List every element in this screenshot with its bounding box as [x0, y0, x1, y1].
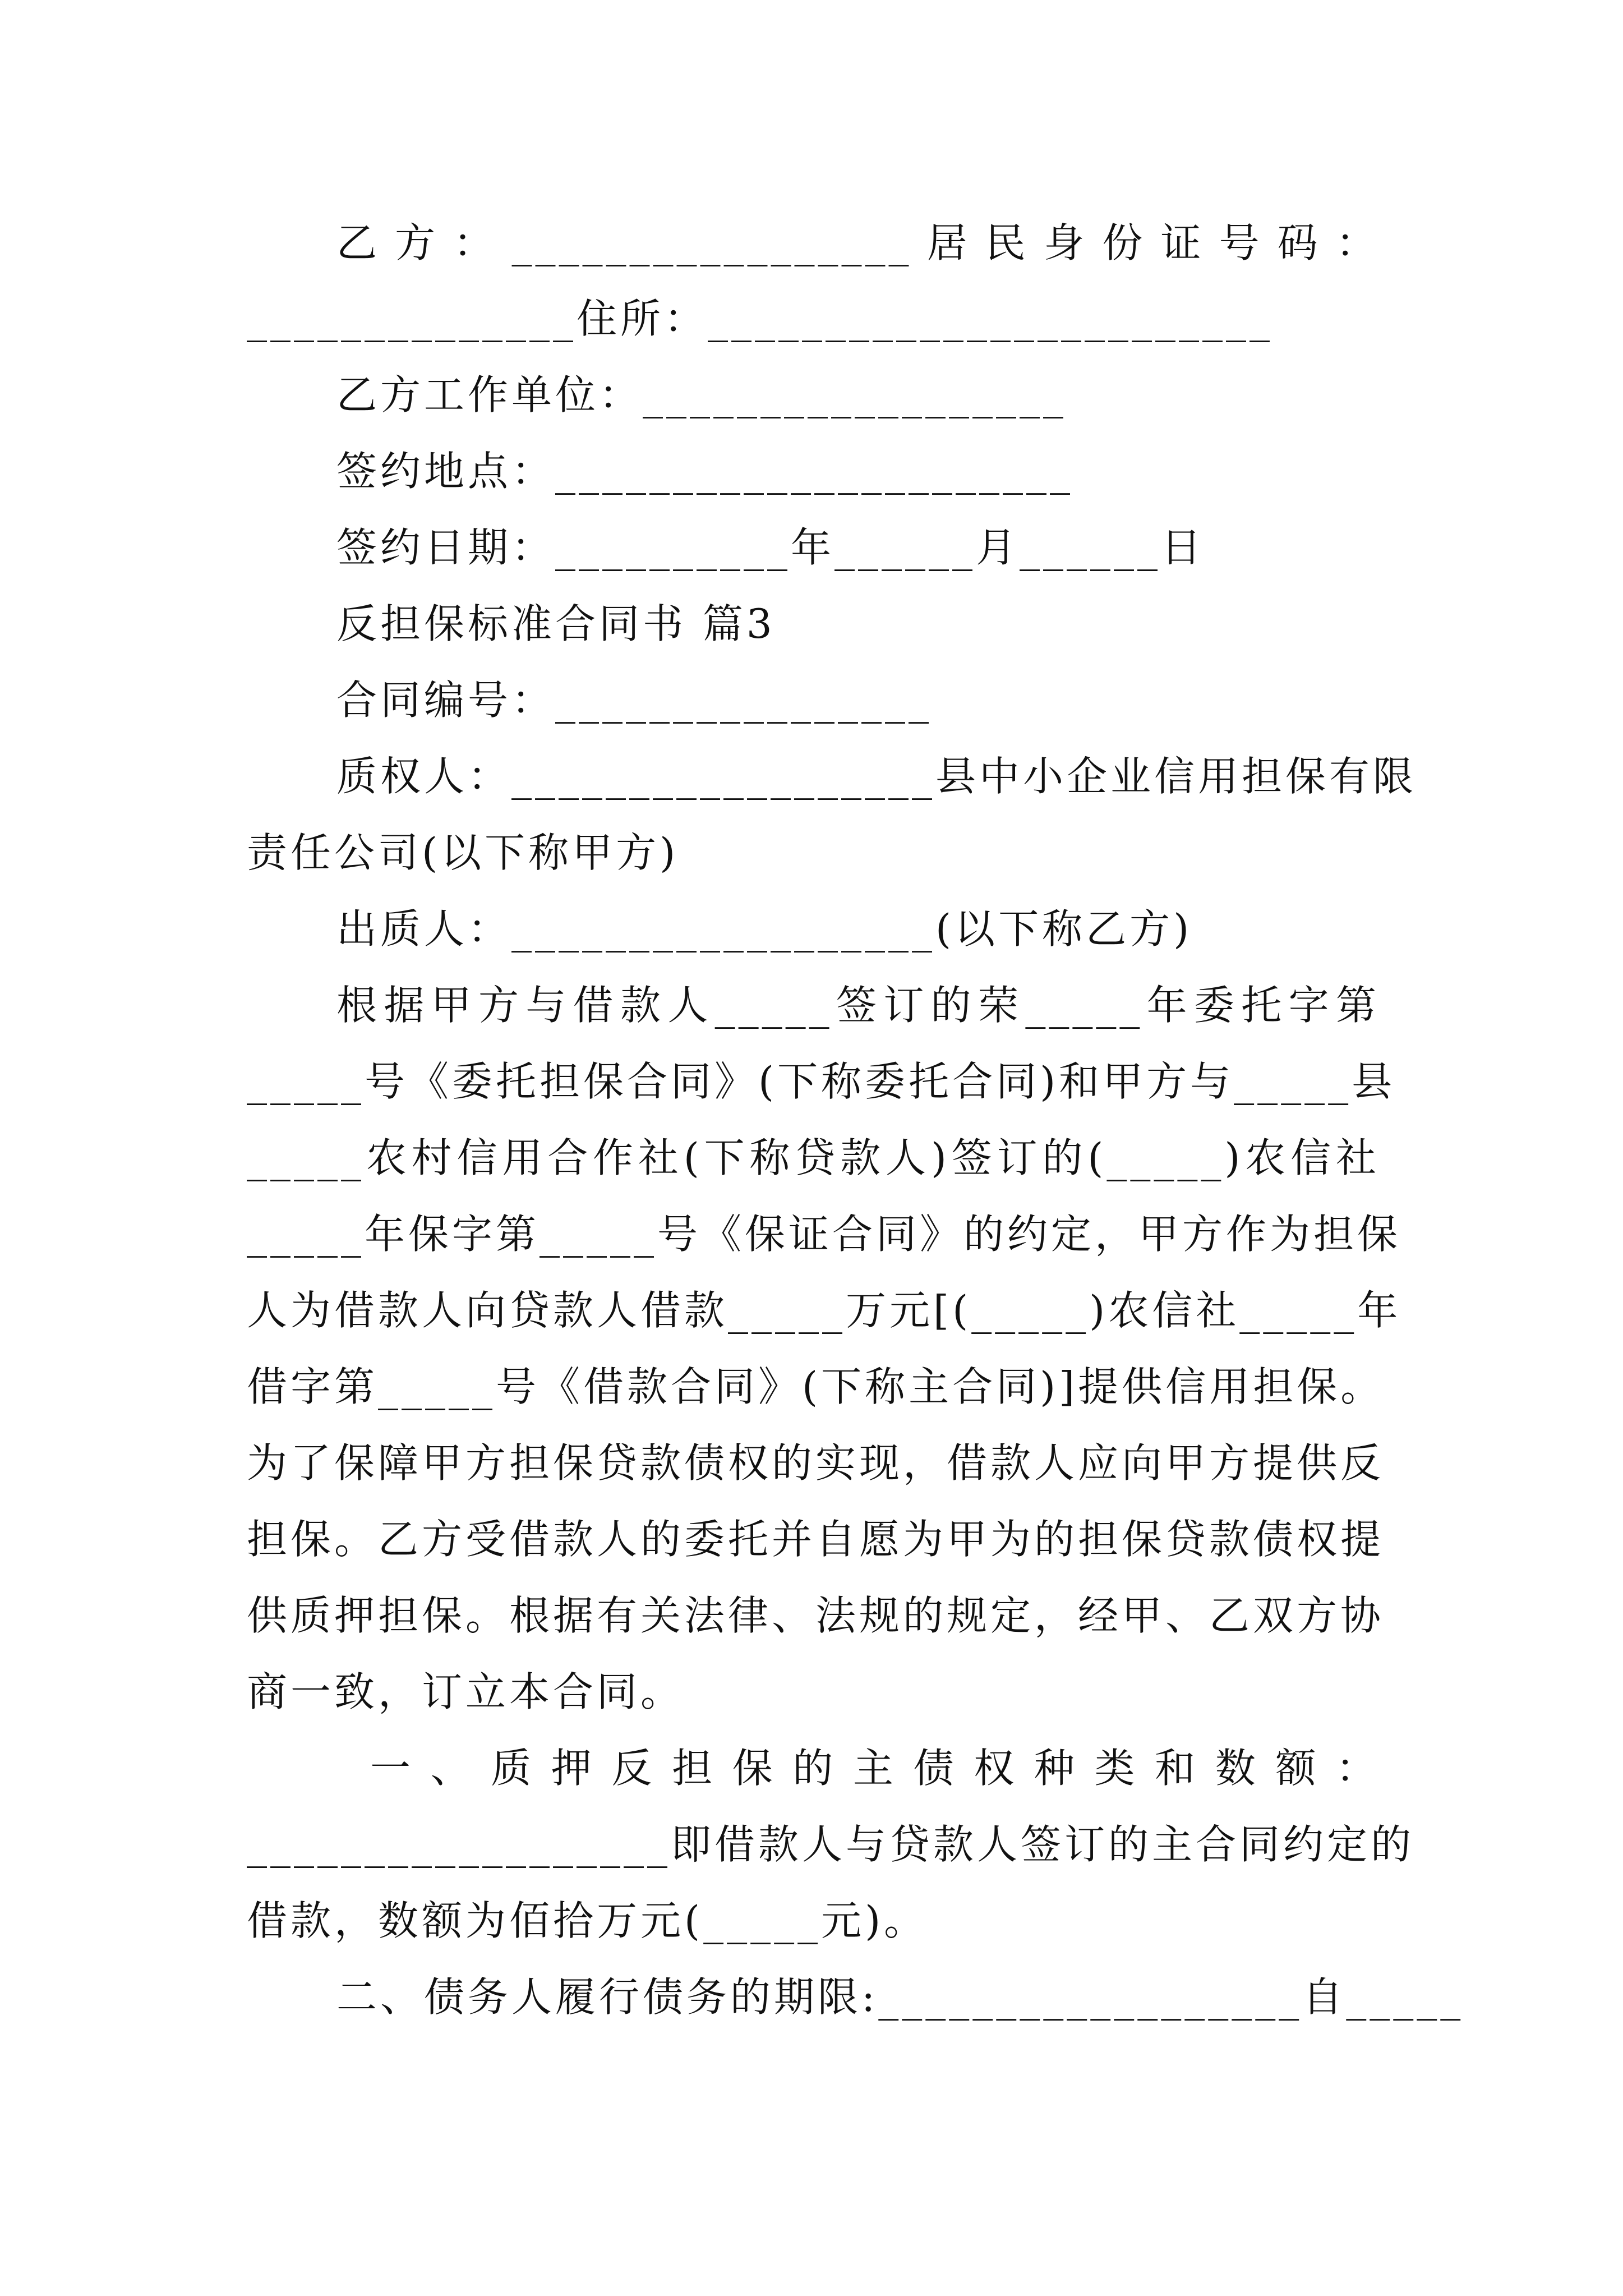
text-line-address: ______________住所：________________________ [247, 295, 1274, 342]
paragraph-line: _____农村信用合作社(下称贷款人)签订的(_____)农信社 [247, 1134, 1380, 1181]
paragraph-line: 根据甲方与借款人_____签订的荣_____年委托字第 [336, 982, 1380, 1029]
paragraph-line: 供质押担保。根据有关法律、法规的规定，经甲、乙双方协 [247, 1592, 1385, 1639]
text-line-pledgor: 出质人：__________________(以下称乙方) [336, 905, 1193, 953]
paragraph-line: 人为借款人向贷款人借款_____万元[(_____)农信社_____年 [247, 1287, 1401, 1334]
clause-heading-1: 一、质押反担保的主债权种类和数额： [370, 1745, 1380, 1792]
clause-heading-2: 二、债务人履行债务的期限:__________________自_____ [336, 1973, 1464, 2021]
paragraph-line: __________________即借款人与贷款人签订的主合同约定的 [247, 1821, 1415, 1868]
paragraph-line: _____号《委托担保合同》(下称委托合同)和甲方与_____县 [247, 1058, 1396, 1105]
text-line-sign-date: 签约日期：__________年______月______日 [336, 524, 1205, 571]
paragraph-line: 借款，数额为佰拾万元(_____元)。 [247, 1897, 928, 1944]
text-line-work-unit: 乙方工作单位：__________________ [336, 371, 1067, 418]
text-line-contract-no: 合同编号：________________ [336, 677, 933, 724]
paragraph-line: 担保。乙方受借款人的委托并自愿为甲为的担保贷款债权提 [247, 1516, 1385, 1563]
section-heading: 反担保标准合同书 篇3 [336, 600, 776, 647]
paragraph-line: 借字第_____号《借款合同》(下称主合同)]提供信用担保。 [247, 1363, 1385, 1410]
paragraph-line: 为了保障甲方担保贷款债权的实现，借款人应向甲方提供反 [247, 1439, 1385, 1487]
text-line-party-b: 乙方：_________________居民身份证号码： [336, 219, 1380, 266]
text-line-pledgee: 质权人：__________________县中小企业信用担保有限 [336, 753, 1417, 800]
text-line-sign-place: 签约地点：______________________ [336, 448, 1074, 495]
text-line-pledgee-cont: 责任公司(以下称甲方) [247, 829, 679, 876]
paragraph-line: 商一致，订立本合同。 [247, 1668, 685, 1715]
paragraph-line: _____年保字第_____号《保证合同》的约定，甲方作为担保 [247, 1211, 1401, 1258]
